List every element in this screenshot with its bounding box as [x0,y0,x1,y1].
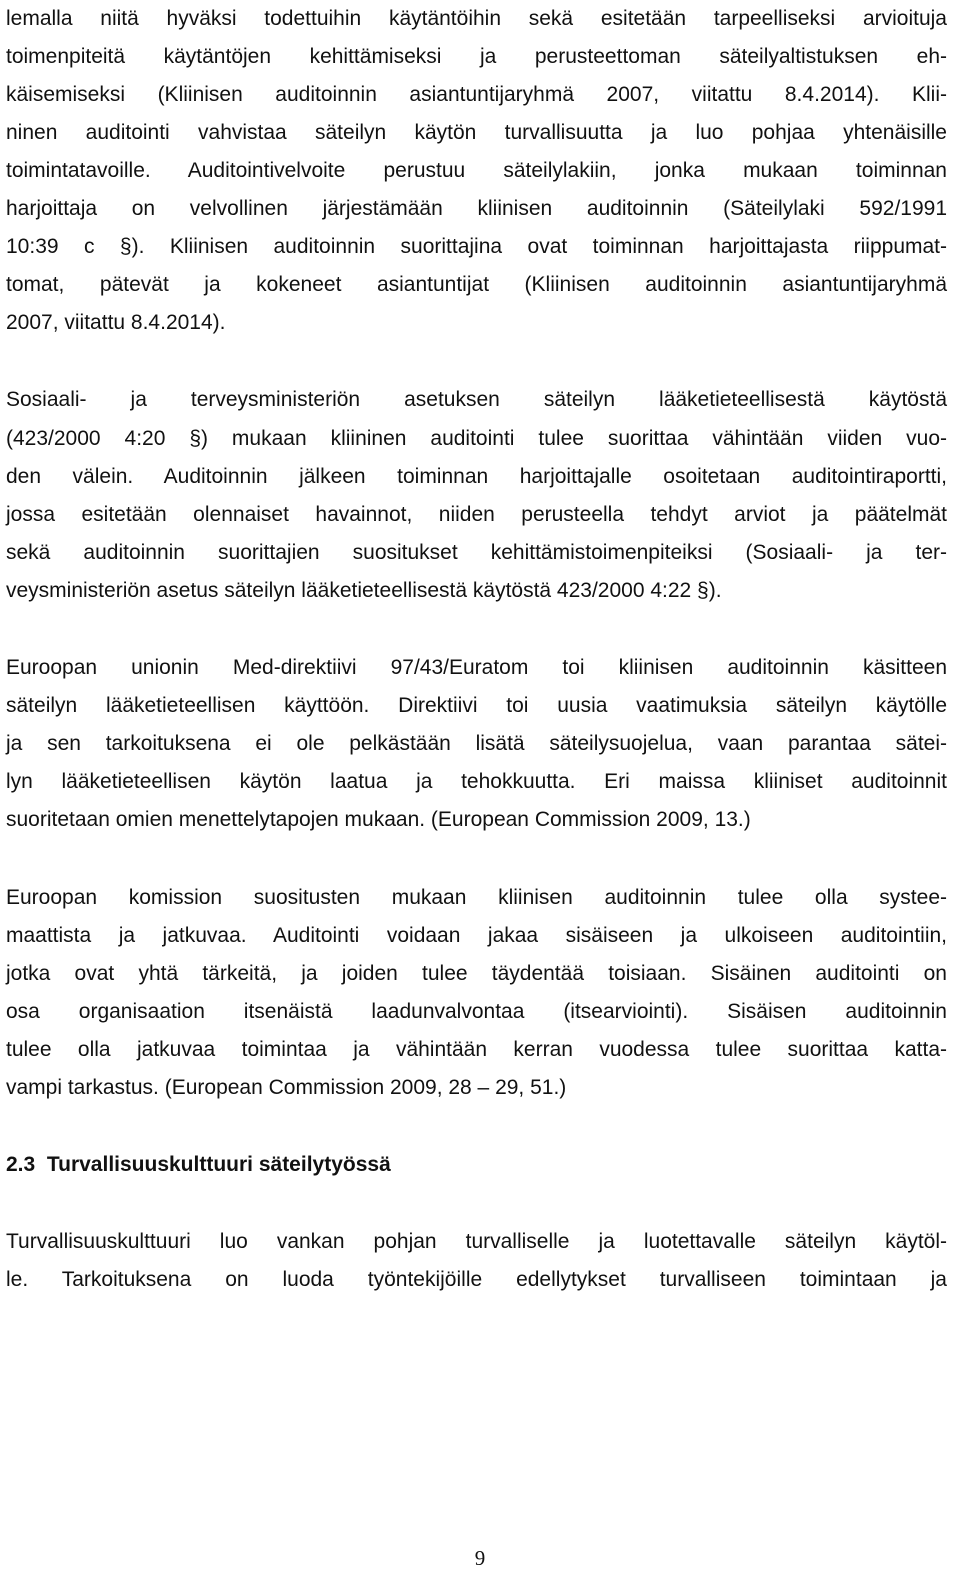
body-text-line: Euroopan unionin Med-direktiivi 97/43/Euratom toi kliinisen auditoinnin käsitteen [6,656,947,679]
body-text-line: osa organisaation itsenäistä laadunvalvontaa (itsearviointi). Sisäisen auditoinnin [6,1000,947,1023]
body-text-line: le. Tarkoituksena on luoda työntekijöille edellytykset turvalliseen toimintaan ja [6,1268,947,1291]
body-text-line: suoritetaan omien menettelytapojen mukaan. (European Commission 2009, 13.) [6,808,751,831]
body-text-line: Sosiaali- ja terveysministeriön asetuksen säteilyn lääketieteellisestä käytöstä [6,388,947,411]
body-text-line: Turvallisuuskulttuuri luo vankan pohjan turvalliselle ja luotettavalle säteilyn käytöl- [6,1230,947,1253]
body-text-line: den välein. Auditoinnin jälkeen toiminnan harjoittajalle osoitetaan auditointiraportti, [6,465,947,488]
body-text-line: ninen auditointi vahvistaa säteilyn käytön turvallisuutta ja luo pohjaa yhtenäisille [6,121,947,144]
body-text-line: jotka ovat yhtä tärkeitä, ja joiden tulee täydentää toisiaan. Sisäinen auditointi on [6,962,947,985]
body-text-line: säteilyn lääketieteellisen käyttöön. Direktiivi toi uusia vaatimuksia säteilyn käytölle [6,694,947,717]
body-text-line: harjoittaja on velvollinen järjestämään kliinisen auditoinnin (Säteilylaki 592/1991 [6,197,947,220]
body-text-line: vampi tarkastus. (European Commission 2009, 28 – 29, 51.) [6,1076,567,1099]
body-text-line: toimintatavoille. Auditointivelvoite perustuu säteilylakiin, jonka mukaan toiminnan [6,159,947,182]
body-text-line: käisemiseksi (Kliinisen auditoinnin asiantuntijaryhmä 2007, viitattu 8.4.2014). Klii- [6,83,947,106]
body-text-line: (423/2000 4:20 §) mukaan kliininen auditointi tulee suorittaa vähintään viiden vuo- [6,427,947,450]
body-text-line: sekä auditoinnin suorittajien suositukset kehittämistoimenpiteiksi (Sosiaali- ja ter- [6,541,947,564]
body-text-line: tulee olla jatkuvaa toimintaa ja vähintään kerran vuodessa tulee suorittaa katta- [6,1038,947,1061]
section-heading: 2.3 Turvallisuuskulttuuri säteilytyössä [6,1153,391,1176]
body-text-line: toimenpiteitä käytäntöjen kehittämiseksi ja perusteettoman säteilyaltistuksen eh- [6,45,947,68]
body-text-line: maattista ja jatkuvaa. Auditointi voidaan jakaa sisäiseen ja ulkoiseen auditointiin, [6,924,947,947]
body-text-line: 10:39 c §). Kliinisen auditoinnin suorittajina ovat toiminnan harjoittajasta riippumat- [6,235,947,258]
body-text-line: 2007, viitattu 8.4.2014). [6,311,226,334]
body-text-line: ja sen tarkoituksena ei ole pelkästään lisätä säteilysuojelua, vaan parantaa sätei- [6,732,947,755]
body-text-line: lyn lääketieteellisen käytön laatua ja tehokkuutta. Eri maissa kliiniset auditoinnit [6,770,947,793]
body-text-line: lemalla niitä hyväksi todettuihin käytäntöihin sekä esitetään tarpeelliseksi arvioituja [6,7,947,30]
body-text-line: tomat, pätevät ja kokeneet asiantuntijat (Kliinisen auditoinnin asiantuntijaryhmä [6,273,947,296]
body-text-line: Euroopan komission suositusten mukaan kliinisen auditoinnin tulee olla systee- [6,886,947,909]
body-text-line: jossa esitetään olennaiset havainnot, niiden perusteella tehdyt arviot ja päätelmät [6,503,947,526]
page-number: 9 [474,1546,486,1570]
body-text-line: veysministeriön asetus säteilyn lääketieteellisestä käytöstä 423/2000 4:22 §). [6,579,722,602]
